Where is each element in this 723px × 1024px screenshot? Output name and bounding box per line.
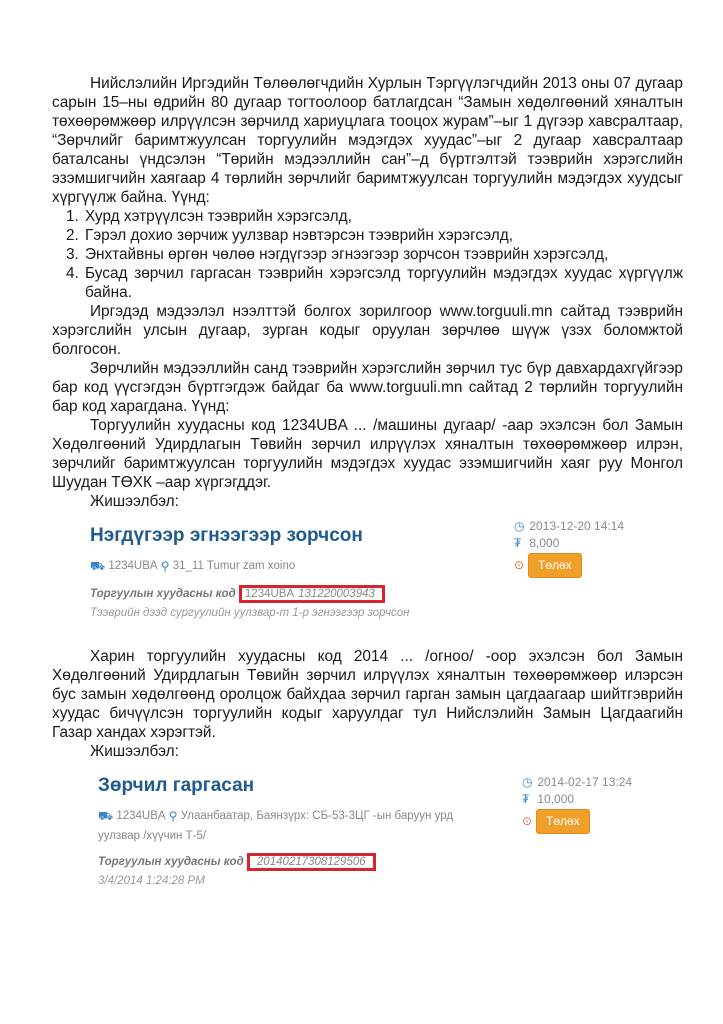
error-circle-icon: ⊙ [522,814,533,828]
location-line-2: уулзвар /хүүчин Т-5/ [98,829,207,842]
list-text: Энхтайвны өргөн чөлөө нэгдүгээр эгнээгээр зорчсон тээврийн хэрэгсэлд, [85,246,609,263]
plate-number: 1234UBA [116,810,166,822]
example-label: Жишээлбэл: [90,493,179,510]
car-icon: ⛟ [90,559,106,573]
error-circle-icon: ⊙ [514,558,525,572]
fine-code-prefix: 1234UBA [244,588,295,600]
list-item [66,245,683,264]
fine-code-highlight [247,853,376,871]
document-body [52,74,683,905]
violation-description: Тээврийн дээд сургуулийн уулзвар-т 1-р эгнээгээр зорчсон [90,607,410,619]
code1-paragraph: Торгуулийн хуудасны код 1234UBA ... /машины дугаар/ -аар эхэлсэн бол Замын Хөдөлгөөний Удирдлагын Төвийн зөрчил илрүүлэх хяналтын төхөөрөмжөөр илрэн, зөрчлийг баримтжуулсан торгуулийн мэдэгдэх хуудас эзэмшигчийн хаяг руу Монгол Шуудан ТӨХК –аар хүргэгддэг. [52,417,683,491]
violation-side-info [522,773,633,828]
list-text: Хурд хэтрүүлсэн тээврийн хэрэгсэлд, [85,208,352,225]
code2-paragraph: Харин торгуулийн хуудасны код 2014 ... /огноо/ -оор эхэлсэн бол Замын Хөдөлгөөний Удирдлагын Төвийн зөрчил илрүүлэх хяналтын төхөөрөмжөөр илэрсэн бус замын хөдөлгөөнд оролцож байхдаа зөрчил гарган замын цагдаагаар шийтгэврийн хуудас бичүүлсэн торгуулийн кодыг харуулдаг тул Нийслэлийн Замын Цагдаагийн Газар хандах хэрэгтэй. [52,648,683,741]
fine-code-label: Торгуулын хуудасны код [98,856,244,868]
tugrik-icon: ₮ [522,792,530,806]
violation-datetime: 2013-12-20 14:14 [529,519,625,533]
car-icon: ⛟ [98,809,114,823]
fine-code-row [98,853,376,872]
list-number: 2. [66,227,79,244]
list-text: Бусад зөрчил гаргасан тээврийн хэрэгсэлд торгуулийн мэдэгдэх хуудас хүргүүлж байна. [85,265,683,301]
map-pin-icon: ⚲ [168,809,178,823]
violation-title: Зөрчил гаргасан [98,775,255,796]
violation-side-info [514,517,625,572]
list-item [66,226,683,245]
clock-icon: ◷ [522,775,533,789]
barcode-paragraph: Зөрчлийн мэдээллийн санд тээврийн хэрэгслийн зөрчил тус бүр давхардахгүйгээр бар код үүсгэгдэн бүртгэгдэж байдаг ба www.torguuli.mn сайтад 2 төрлийн торгуулийн бар код харагдана. Үүнд: [52,360,683,415]
violation-meta [90,557,295,577]
clock-icon: ◷ [514,519,525,533]
violation-title: Нэгдүгээр эгнээгээр зорчсон [90,525,363,546]
location-line-1: Улаанбаатар, Баянзүрх: СБ-53-3ЦГ -ын баруун урд [180,810,454,822]
fine-amount: 10,000 [537,792,575,806]
fine-code-label: Торгуулын хуудасны код [90,588,236,600]
list-item [66,264,683,302]
list-number: 4. [66,265,79,282]
pay-button[interactable]: Төлөх [528,553,582,578]
example-card-1 [52,517,683,643]
intro-paragraph: Нийслэлийн Иргэдийн Төлөөлөгчдийн Хурлын Тэргүүлэгчдийн 2013 оны 07 дугаар сарын 15–ны өдрийн 80 дугаар тогтоолоор батлагдсан “Замын хөдөлгөөний хяналтын төхөөрөмжөөр илрүүлсэн зөрчилд хариуцлага тооцох журам”–ыг 1 дүгээр хавсралтаар, “Зөрчлийг баримтжуулсан торгуулийн мэдэгдэх хуудас”–ыг 2 дугаар хавсралтаар баталсаны үндсэлэн “Төрийн мэдээллийн сан”–д бүртгэлтэй тээврийн хэрэгслийн эзэмшигчийн хаягаар 4 төрлийн зөрчлийг баримтжуулсан торгуулийн мэдэгдэх хуудсыг хүргүүлж байна. Үүнд: [52,75,683,206]
fine-code-row [90,585,385,604]
list-text: Гэрэл дохио зөрчиж уулзвар нэвтэрсэн тээврийн хэрэгсэлд, [85,227,513,244]
fine-amount: 8,000 [529,536,560,550]
tugrik-icon: ₮ [514,536,522,550]
list-number: 3. [66,246,79,263]
fine-code-highlight [239,585,385,603]
violation-list [52,207,683,302]
list-number: 1. [66,208,79,225]
map-pin-icon: ⚲ [160,559,170,573]
violation-datetime: 2014-02-17 13:24 [537,775,633,789]
violation-meta [98,807,453,846]
plate-number: 1234UBA [108,560,158,572]
fine-code-value: 20140217308129506 [256,856,366,868]
example-label: Жишээлбэл: [90,743,179,760]
pay-button[interactable]: Төлөх [536,809,590,834]
location: 31_11 Tumur zam xoino [172,560,296,572]
example-card-2 [52,767,683,901]
issued-datetime: 3/4/2014 1:24:28 PM [98,875,205,887]
list-item [66,207,683,226]
fine-code-value: 131220003943 [298,588,375,600]
info-paragraph: Иргэдэд мэдээлэл нээлттэй болгох зорилгоор www.torguuli.mn сайтад тээврийн хэрэгслийн улсын дугаар, зурган кодыг оруулан зөрчлөө шүүж үзэх боломжтой болгосон. [52,303,683,358]
